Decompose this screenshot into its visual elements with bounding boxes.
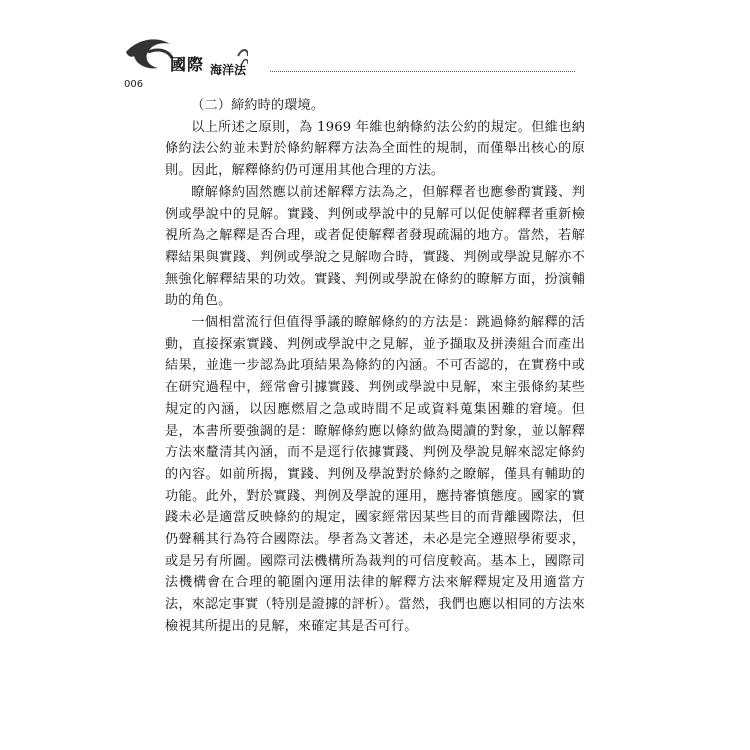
running-header [118, 34, 578, 94]
page-number: 006 [124, 79, 144, 90]
body-text [165, 95, 585, 638]
paragraph: 一個相當流行但值得爭議的瞭解條約的方法是：跳過條約解釋的活動，直接探索實踐、判例或學說中之見解，並予擷取及拼湊組合而產出結果，並進一步認為此項結果為條約的內涵。不可否認的，在實務中或在研究過程中，經常會引據實踐、判例或學說中見解，來主張條約某些規定的內涵，以因應燃眉之急或時間不足或資料蒐集困難的窘境。但是，本書所要強調的是：瞭解條約應以條約做為閱讀的對象，並以解釋方法來釐清其內涵，而不是逕行依據實踐、判例及學說見解來認定條約的內容。如前所揭，實踐、判例及學說對於條約之瞭解，僅具有輔助的功能。此外，對於實踐、判例及學說的運用，應持審慎態度。國家的實踐未必是適當反映條約的規定，國家經常因某些目的而背離國際法，但仍聲稱其行為符合國際法。學者為文著述，未必是完全遵照學術要求，或是另有所圖。國際司法機構所為裁判的可信度較高。基本上，國際司法機構會在合理的範圍內運用法律的解釋方法來解釋規定及用適當方法，來認定事實（特別是證據的評析）。當然，我們也應以相同的方法來檢視其所提出的見解，來確定其是否可行。 [165, 315, 585, 634]
header-rule [270, 71, 575, 72]
section-heading: （二）締約時的環境。 [191, 98, 325, 113]
book-title: 國際 [170, 55, 205, 74]
paragraph: 以上所述之原則，為 1969 年維也納條約法公約的規定。但維也納條約法公約並未對於條約解釋方法為全面性的規制，而僅舉出核心的原則。因此，解釋條約仍可運用其他合理的方法。 [165, 119, 585, 179]
paragraph: 瞭解條約固然應以前述解釋方法為之，但解釋者也應參酌實踐、判例或學說中的見解。實踐、判例或學說中的見解可以促使解釋者重新檢視所為之解釋是否合理，或者促使解釋者發現疏漏的地方。當然，若解釋結果與實踐、判例或學說之見解吻合時，實踐、判例或學說見解亦不無強化解釋結果的功效。實踐、判例或學說在條約的瞭解方面，扮演輔助的角色。 [165, 184, 585, 309]
book-title-sub: 海洋法 [210, 63, 247, 77]
